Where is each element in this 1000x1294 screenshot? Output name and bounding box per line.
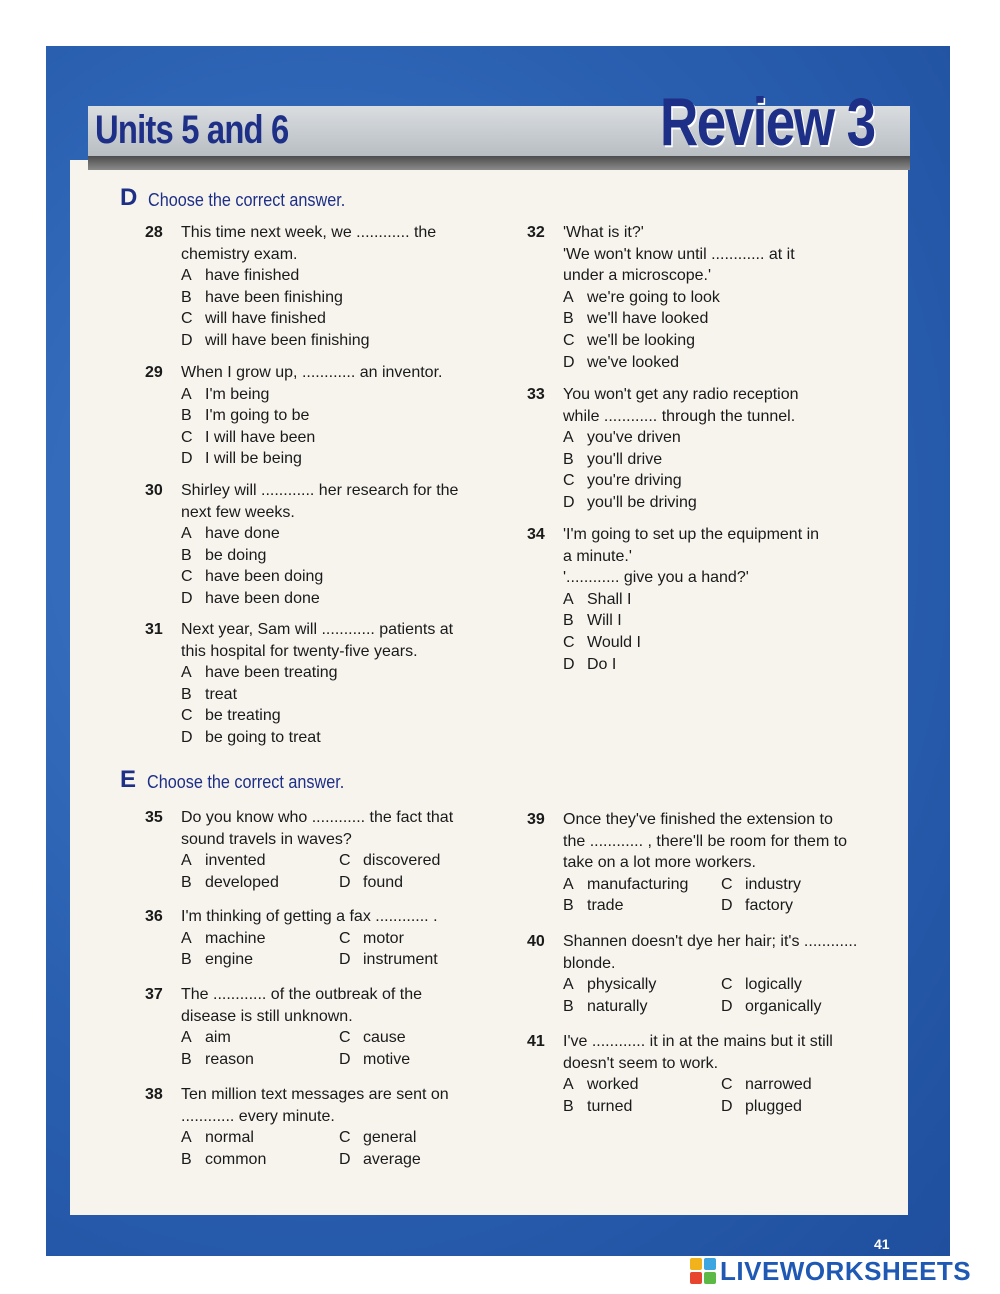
- section-d-letter: D: [120, 184, 138, 211]
- option-a[interactable]: A have finished: [181, 267, 300, 285]
- option-c[interactable]: C narrowed: [721, 1076, 812, 1094]
- option-a[interactable]: A have been treating: [181, 664, 338, 682]
- question-number: 41: [527, 1033, 545, 1050]
- option-b[interactable]: B naturally: [563, 997, 648, 1015]
- question-text: 'I'm going to set up the equipment in a minute.' '............ give you a hand?': [563, 526, 820, 587]
- option-d[interactable]: D plugged: [721, 1097, 802, 1115]
- question-30: [145, 480, 458, 610]
- question-text: When I grow up, ............ an inventor.: [181, 364, 443, 381]
- section-e-instruction: Choose the correct answer.: [147, 772, 345, 792]
- option-d[interactable]: D average: [339, 1150, 421, 1168]
- question-37: [145, 984, 479, 1070]
- option-d[interactable]: D factory: [721, 897, 794, 915]
- option-b[interactable]: B I'm going to be: [181, 407, 310, 425]
- question-39: [527, 809, 861, 917]
- question-number: 29: [145, 364, 163, 381]
- question-40: [527, 931, 861, 1017]
- option-b[interactable]: B turned: [563, 1097, 633, 1115]
- question-text: Ten million text messages are sent on ............ every minute.: [181, 1086, 449, 1125]
- option-c[interactable]: C logically: [721, 976, 802, 994]
- option-d[interactable]: D you'll be driving: [563, 493, 697, 511]
- question-text: You won't get any radio reception while ............ through the tunnel.: [563, 386, 799, 425]
- question-text: Once they've finished the extension to the ............ , there'll be room for them to take on a lot more workers.: [563, 811, 848, 872]
- question-text: The ............ of the outbreak of the disease is still unknown.: [181, 986, 423, 1025]
- question-34: [527, 524, 819, 675]
- question-text: I've ............ it in at the mains but it still doesn't seem to work.: [563, 1033, 833, 1072]
- question-number: 36: [145, 908, 163, 925]
- question-number: 32: [527, 224, 545, 241]
- question-32: [527, 222, 795, 373]
- option-a[interactable]: A we're going to look: [563, 288, 720, 306]
- option-a[interactable]: A I'm being: [181, 385, 270, 403]
- option-b[interactable]: B reason: [181, 1050, 254, 1068]
- question-number: 35: [145, 809, 163, 826]
- question-text: Next year, Sam will ............ patients at this hospital for twenty-five years.: [181, 621, 454, 660]
- liveworksheets-wordmark: LIVEWORKSHEETS: [720, 1255, 972, 1286]
- liveworksheets-logo[interactable]: [690, 1255, 971, 1287]
- question-text: Shannen doesn't dye her hair; it's ............ blonde.: [563, 933, 858, 972]
- option-c[interactable]: C Would I: [563, 633, 641, 651]
- option-a[interactable]: A aim: [181, 1029, 231, 1047]
- option-d[interactable]: D be going to treat: [181, 728, 321, 746]
- option-d[interactable]: D will have been finishing: [181, 331, 370, 349]
- option-d[interactable]: D I will be being: [181, 450, 302, 468]
- option-a[interactable]: A Shall I: [563, 590, 632, 608]
- option-a[interactable]: A machine: [181, 929, 266, 947]
- option-c[interactable]: C industry: [721, 875, 802, 893]
- option-c[interactable]: C general: [339, 1129, 417, 1147]
- option-c[interactable]: C you're driving: [563, 472, 682, 490]
- question-number: 38: [145, 1086, 163, 1103]
- question-number: 33: [527, 386, 545, 403]
- question-33: [527, 384, 799, 514]
- question-text: This time next week, we ............ the chemistry exam.: [181, 224, 437, 263]
- question-29: [145, 362, 442, 470]
- option-b[interactable]: B have been finishing: [181, 288, 343, 306]
- question-number: 28: [145, 224, 163, 241]
- option-a[interactable]: A invented: [181, 852, 266, 870]
- option-d[interactable]: D found: [339, 873, 404, 891]
- question-text: I'm thinking of getting a fax ............ .: [181, 908, 438, 925]
- option-c[interactable]: C discovered: [339, 852, 441, 870]
- option-a[interactable]: A manufacturing: [563, 875, 689, 893]
- option-b[interactable]: B common: [181, 1150, 267, 1168]
- option-c[interactable]: C be treating: [181, 707, 281, 725]
- question-number: 40: [527, 933, 545, 950]
- option-d[interactable]: D organically: [721, 997, 822, 1015]
- option-d[interactable]: D we've looked: [563, 353, 679, 371]
- option-b[interactable]: B developed: [181, 873, 279, 891]
- question-31: [145, 619, 453, 749]
- option-d[interactable]: D instrument: [339, 951, 438, 969]
- question-number: 31: [145, 621, 163, 638]
- option-b[interactable]: B engine: [181, 951, 254, 969]
- liveworksheets-icon: [690, 1258, 716, 1284]
- option-b[interactable]: B we'll have looked: [563, 310, 709, 328]
- option-a[interactable]: A normal: [181, 1129, 254, 1147]
- question-41: [527, 1031, 861, 1117]
- page-number: 41: [874, 1236, 890, 1252]
- option-b[interactable]: B be doing: [181, 546, 267, 564]
- question-28: [145, 222, 436, 352]
- question-number: 39: [527, 811, 545, 828]
- question-number: 30: [145, 482, 163, 499]
- option-a[interactable]: A worked: [563, 1076, 639, 1094]
- question-text: Do you know who ............ the fact that sound travels in waves?: [181, 809, 454, 848]
- question-36: [145, 906, 479, 971]
- option-d[interactable]: D have been done: [181, 589, 320, 607]
- section-d-instruction: Choose the correct answer.: [148, 190, 346, 210]
- option-c[interactable]: C I will have been: [181, 428, 316, 446]
- units-title: Units 5 and 6: [95, 108, 289, 152]
- question-38: [145, 1084, 479, 1170]
- option-d[interactable]: D motive: [339, 1050, 411, 1068]
- option-c[interactable]: C motor: [339, 929, 404, 947]
- option-c[interactable]: C cause: [339, 1029, 406, 1047]
- question-text: Shirley will ............ her research for the next few weeks.: [181, 482, 459, 521]
- option-c[interactable]: C we'll be looking: [563, 331, 696, 349]
- question-number: 37: [145, 986, 163, 1003]
- question-text: 'What is it?' 'We won't know until ............ at it under a microscope.': [563, 224, 795, 285]
- option-d[interactable]: D Do I: [563, 655, 617, 673]
- option-b[interactable]: B trade: [563, 897, 624, 915]
- option-b[interactable]: B Will I: [563, 612, 622, 630]
- option-b[interactable]: B treat: [181, 685, 238, 703]
- option-b[interactable]: B you'll drive: [563, 450, 663, 468]
- question-number: 34: [527, 526, 545, 543]
- option-c[interactable]: C have been doing: [181, 568, 324, 586]
- option-a[interactable]: A have done: [181, 525, 280, 543]
- option-c[interactable]: C will have finished: [181, 310, 326, 328]
- question-35: [145, 807, 479, 893]
- review-title: Review 3: [660, 84, 875, 160]
- section-e-letter: E: [120, 766, 137, 793]
- option-a[interactable]: A you've driven: [563, 429, 681, 447]
- option-a[interactable]: A physically: [563, 976, 657, 994]
